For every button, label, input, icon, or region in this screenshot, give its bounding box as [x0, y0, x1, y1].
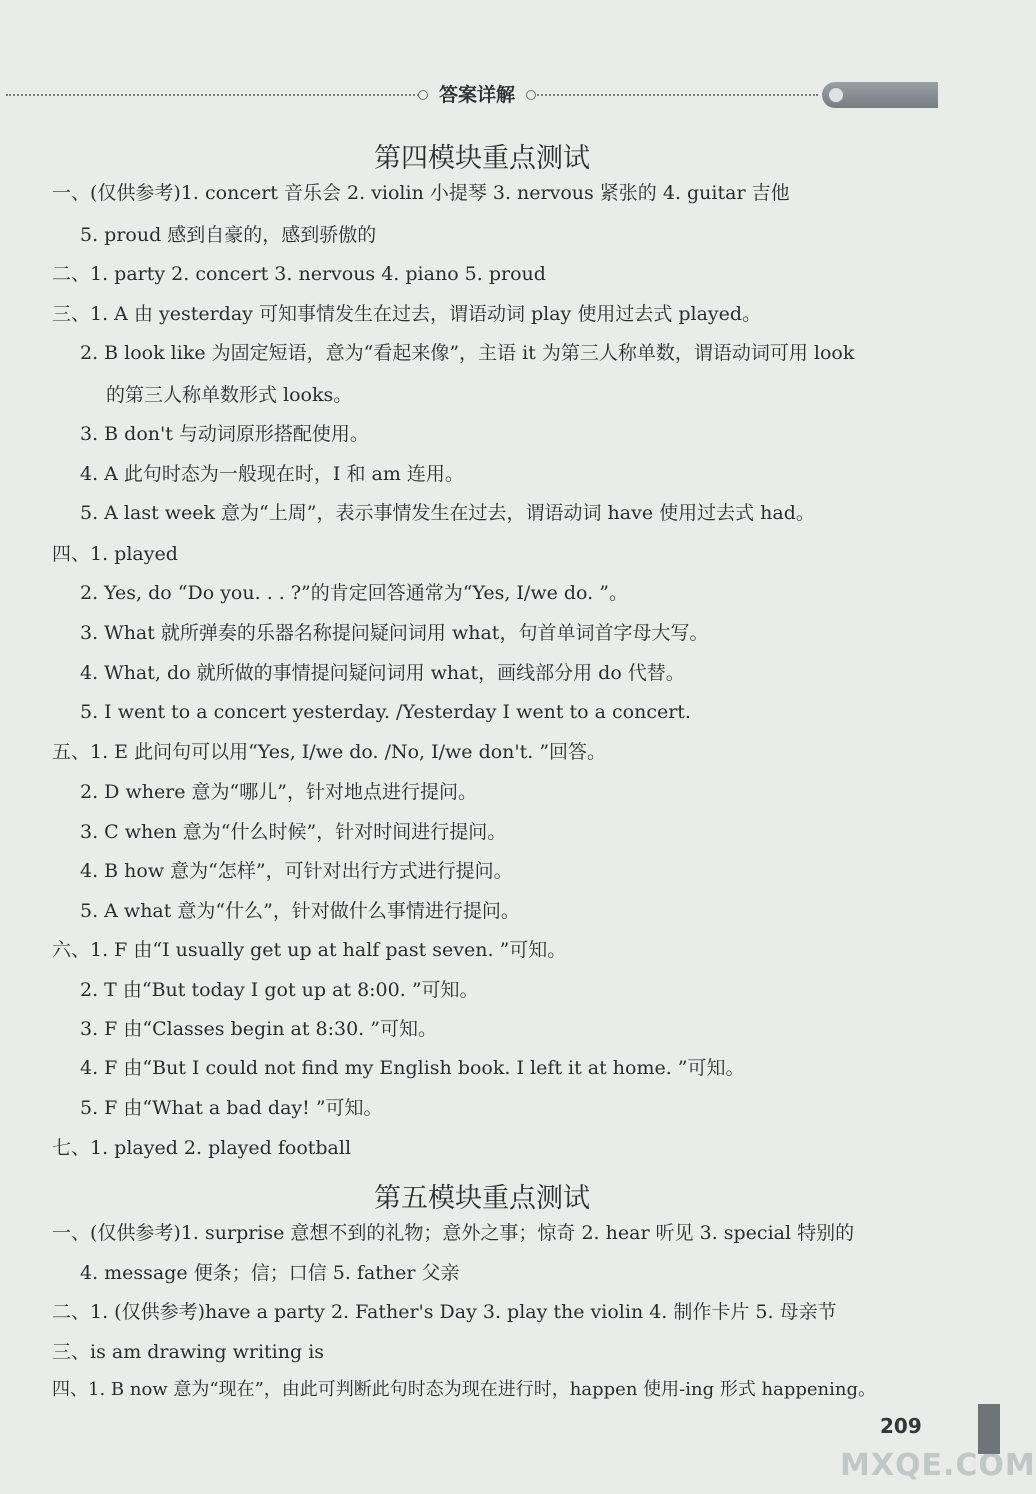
answer-line — [80, 779, 477, 805]
answer-line — [80, 421, 369, 447]
section-title-module-4: 第四模块重点测试 — [374, 143, 590, 174]
answer-text: 的第三人称单数形式 looks。 — [106, 384, 353, 406]
header-dot-left — [418, 90, 428, 100]
header-tab — [822, 82, 938, 108]
answer-line — [80, 819, 506, 845]
answer-group-label: 三、 — [52, 1341, 91, 1363]
answer-line — [80, 699, 691, 725]
answer-text: 4. F 由“But I could not find my English book. I left it at home. ”可知。 — [80, 1057, 745, 1079]
answer-line — [80, 1016, 437, 1042]
answer-line — [80, 1260, 460, 1286]
watermark: MXQE.COM — [840, 1448, 1036, 1483]
answer-text: 4. message 便条；信；口信 5. father 父亲 — [80, 1262, 460, 1284]
answer-group-label: 四、 — [52, 1379, 88, 1400]
section-title-module-5: 第五模块重点测试 — [374, 1183, 590, 1214]
answer-text: 1. played — [90, 543, 178, 565]
answer-text: 4. What, do 就所做的事情提问疑问词用 what，画线部分用 do 代替。 — [80, 662, 685, 684]
answer-text: 1. F 由“I usually get up at half past seven. ”可知。 — [90, 939, 567, 961]
answer-group-label: 六、 — [52, 939, 91, 961]
header-tab-knob — [828, 87, 844, 103]
answer-line — [52, 180, 790, 206]
answer-text: is am drawing writing is — [90, 1341, 325, 1363]
answer-text: 1. B now 意为“现在”，由此可判断此句时态为现在进行时，happen 使用-ing 形式 happening。 — [88, 1379, 877, 1400]
answer-text: 5. A last week 意为“上周”，表示事情发生在过去，谓语动词 have 使用过去式 had。 — [80, 502, 815, 524]
header-rule — [6, 94, 818, 96]
answer-text: 4. B how 意为“怎样”，可针对出行方式进行提问。 — [80, 860, 513, 882]
answer-text: 3. F 由“Classes begin at 8:30. ”可知。 — [80, 1018, 437, 1040]
answer-text: 1. played 2. played football — [90, 1137, 352, 1159]
answer-line — [106, 382, 352, 408]
answer-text: 2. D where 意为“哪儿”，针对地点进行提问。 — [80, 781, 477, 803]
answer-line — [80, 660, 685, 686]
answer-line — [52, 301, 761, 327]
answer-text: 5. A what 意为“什么”，针对做什么事情进行提问。 — [80, 900, 520, 922]
answer-line — [80, 1095, 383, 1121]
answer-text: 3. C when 意为“什么时候”，针对时间进行提问。 — [80, 821, 507, 843]
answer-group-label: 二、 — [52, 1301, 91, 1323]
answer-text: 5. I went to a concert yesterday. /Yesterday I went to a concert. — [80, 701, 691, 723]
answer-line — [52, 937, 566, 963]
answer-line — [80, 461, 464, 487]
answer-group-label: 二、 — [52, 263, 91, 285]
answer-text: 2. T 由“But today I got up at 8:00. ”可知。 — [80, 979, 479, 1001]
answer-text: 2. Yes, do “Do you. . . ?”的肯定回答通常为“Yes, I/we do. ”。 — [80, 582, 628, 604]
answer-line — [52, 1377, 876, 1403]
answer-line — [80, 1055, 745, 1081]
answer-line — [80, 340, 854, 366]
answer-group-label: 三、 — [52, 303, 91, 325]
page-header — [0, 78, 1000, 112]
answer-group-label: 五、 — [52, 741, 91, 763]
answer-line — [80, 858, 513, 884]
answer-line — [80, 620, 708, 646]
answer-text: 1. party 2. concert 3. nervous 4. piano 5. proud — [90, 263, 546, 285]
header-title: 答案详解 — [428, 80, 526, 110]
answer-group-label: 一、(仅供参考) — [52, 182, 181, 204]
answer-text: 1. concert 音乐会 2. violin 小提琴 3. nervous 紧张的 4. guitar 吉他 — [180, 182, 790, 204]
answer-line — [52, 541, 178, 567]
answer-text: 5. proud 感到自豪的，感到骄傲的 — [80, 224, 377, 246]
answer-line — [80, 898, 520, 924]
answer-group-label: 四、 — [52, 543, 91, 565]
page-footer — [840, 1404, 1036, 1494]
answer-line — [80, 977, 479, 1003]
answer-group-label: 一、(仅供参考) — [52, 1222, 181, 1244]
answer-text: 1. A 由 yesterday 可知事情发生在过去，谓语动词 play 使用过去式 played。 — [90, 303, 762, 325]
header-dot-right — [526, 90, 536, 100]
answer-line — [52, 1135, 351, 1161]
answer-line — [52, 1339, 324, 1365]
answer-line — [80, 222, 376, 248]
answer-line — [52, 1299, 837, 1325]
answer-line — [80, 500, 815, 526]
answer-line — [80, 580, 628, 606]
answer-text: 1. E 此问句可以用“Yes, I/we do. /No, I/we don't. ”回答。 — [90, 741, 607, 763]
page-number: 209 — [880, 1414, 922, 1438]
answer-text: 5. F 由“What a bad day! ”可知。 — [80, 1097, 383, 1119]
answer-text: 1. surprise 意想不到的礼物；意外之事；惊奇 2. hear 听见 3. special 特别的 — [180, 1222, 855, 1244]
answer-text: 4. A 此句时态为一般现在时，I 和 am 连用。 — [80, 463, 464, 485]
answer-line — [52, 1220, 854, 1246]
answer-text: 2. B look like 为固定短语，意为“看起来像”，主语 it 为第三人称单数，谓语动词可用 look — [80, 342, 855, 364]
answer-line — [52, 739, 606, 765]
answer-line — [52, 261, 546, 287]
answer-text: 3. What 就所弹奏的乐器名称提问疑问词用 what，句首单词首字母大写。 — [80, 622, 709, 644]
corner-tab — [978, 1404, 1000, 1454]
answer-group-label: 七、 — [52, 1137, 91, 1159]
answer-text: 1. (仅供参考)have a party 2. Father's Day 3. play the violin 4. 制作卡片 5. 母亲节 — [90, 1301, 837, 1323]
answer-text: 3. B don't 与动词原形搭配使用。 — [80, 423, 369, 445]
